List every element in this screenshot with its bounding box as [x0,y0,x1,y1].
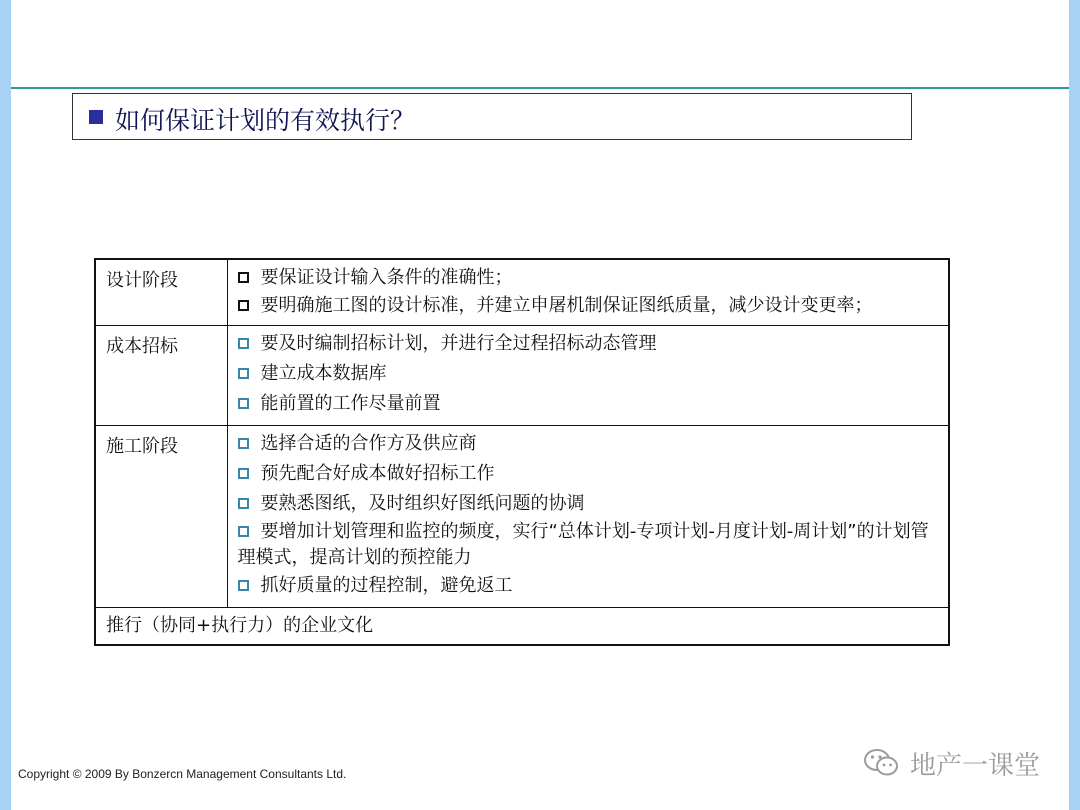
checkbox-icon [238,398,249,409]
row-content [227,326,949,426]
checkbox-icon [238,368,249,379]
checkbox-icon [238,300,249,311]
list-item: 要熟悉图纸，及时组织好图纸问题的协调 [238,489,939,519]
checkbox-icon [238,498,249,509]
footer-row: 推行（协同+执行力）的企业文化 [95,608,949,646]
row-label: 施工阶段 [95,426,227,608]
content-table [94,258,950,646]
table-row [95,259,949,326]
list-item: 要增加计划管理和监控的频度，实行“总体计划-专项计划-月度计划-周计划”的计划管理模式，提高计划的预控能力 [237,521,929,568]
checkbox-icon [238,526,249,537]
list-item: 要明确施工图的设计标准，并建立申屠机制保证图纸质量，减少设计变更率； [238,293,939,319]
checkbox-icon [238,438,249,449]
right-side-bar [1069,0,1080,810]
table-row [95,608,949,646]
copyright-text: Copyright © 2009 By Bonzercn Management Consultants Ltd. [18,767,347,781]
wechat-icon [862,747,902,779]
checkbox-icon [238,468,249,479]
row-content [227,426,949,608]
checkbox-icon [238,338,249,349]
list-item: 选择合适的合作方及供应商 [238,429,939,459]
filled-square-bullet-icon [89,110,103,124]
checkbox-icon [238,580,249,591]
list-item: 要保证设计输入条件的准确性； [238,263,939,293]
table-row [95,326,949,426]
table-row [95,426,949,608]
list-item: 要及时编制招标计划，并进行全过程招标动态管理 [238,329,939,359]
row-content [227,259,949,326]
slide-title: 如何保证计划的有效执行？ [115,106,416,135]
left-side-bar [0,0,11,810]
checkbox-icon [238,272,249,283]
watermark-text: 地产一课堂 [910,751,1041,781]
list-item: 预先配合好成本做好招标工作 [238,459,939,489]
title-box [72,93,912,140]
row-label: 设计阶段 [95,259,227,326]
header-divider [11,87,1069,89]
row-label: 成本招标 [95,326,227,426]
list-item: 抓好质量的过程控制，避免返工 [238,571,939,601]
list-item: 建立成本数据库 [238,359,939,389]
list-item: 能前置的工作尽量前置 [238,389,939,419]
